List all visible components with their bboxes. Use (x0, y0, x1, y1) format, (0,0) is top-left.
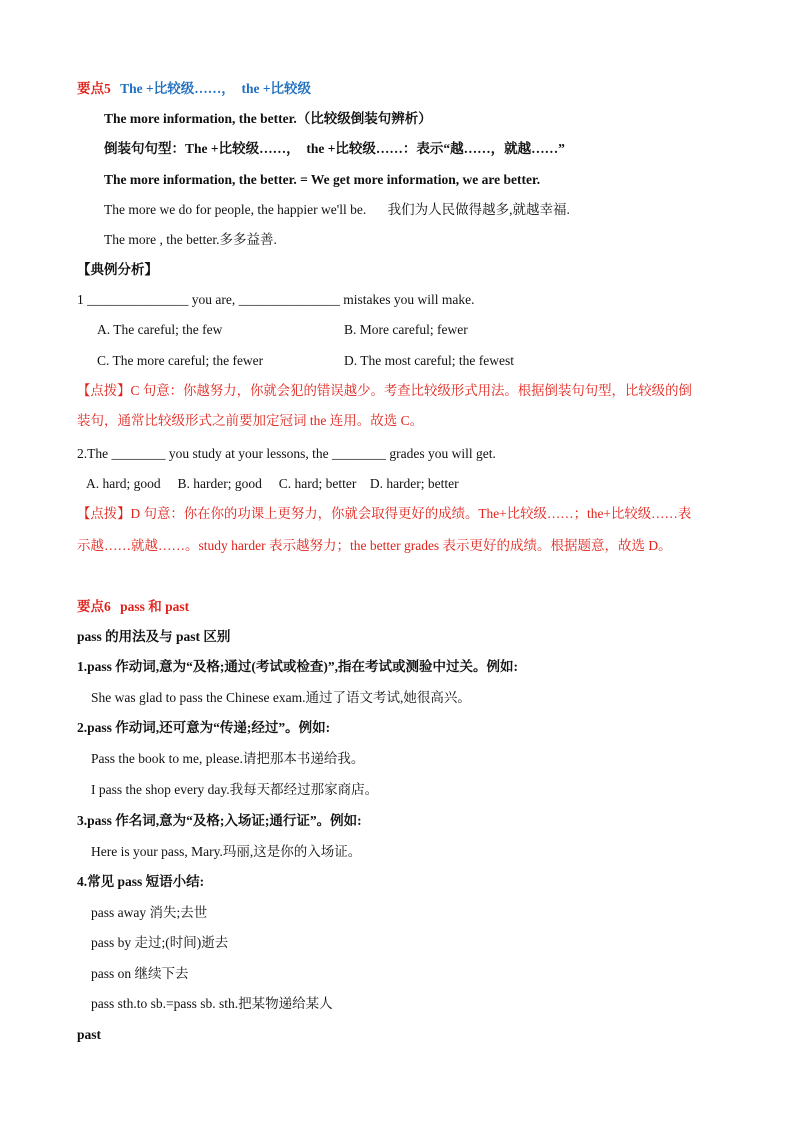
pass-usage-1-heading: 1.pass 作动词,意为“及格;通过(考试或检查)”,指在考试或测验中过关。例如: (77, 659, 518, 674)
section5-example-2: The more , the better.多多益善. (104, 232, 277, 247)
pass-usage-3-heading: 3.pass 作名词,意为“及格;入场证;通行证”。例如: (77, 813, 362, 828)
question-2-hint-line-2: 示越……就越……。study harder 表示越努力；the better grades 表示更好的成绩。根据题意，故选 D。 (77, 538, 672, 553)
question-1-stem: 1 _______________ you are, _______________ mistakes you will make. (77, 292, 475, 307)
question-1-hint-line-1: 【点拨】C 句意：你越努力，你就会犯的错误越少。考查比较级形式用法。根据倒装句句型，比较级的倒 (77, 383, 692, 398)
question-1-option-c: C. The more careful; the fewer (97, 353, 264, 368)
pass-usage-2-heading: 2.pass 作动词,还可意为“传递;经过”。例如: (77, 720, 331, 735)
section6-subtitle: pass 的用法及与 past 区别 (77, 629, 231, 644)
phrase-pass-by: pass by 走过;(时间)逝去 (91, 935, 229, 950)
phrase-pass-away: pass away 消失;去世 (91, 905, 208, 920)
question-2-stem: 2.The ________ you study at your lessons, the ________ grades you will get. (77, 446, 496, 461)
section5-line-1: The more information, the better.（比较级倒装句辨析） (104, 111, 432, 126)
question-2-hint-line-1: 【点拨】D 句意：你在你的功课上更努力，你就会取得更好的成绩。The+比较级……；the+比较级……表 (77, 506, 692, 521)
section5-line-2: 倒装句句型：The +比较级……， the +比较级……：表示“越……，就越……” (104, 141, 565, 156)
pass-usage-2-example-1: Pass the book to me, please.请把那本书递给我。 (91, 751, 365, 766)
section6-heading (77, 598, 189, 616)
phrase-pass-on: pass on 继续下去 (91, 966, 189, 981)
question-1-option-d: D. The most careful; the fewest (344, 353, 514, 368)
question-1-option-a: A. The careful; the few (97, 322, 223, 337)
pass-phrases-heading: 4.常见 pass 短语小结: (77, 874, 205, 889)
phrase-pass-sth-to-sb: pass sth.to sb.=pass sb. sth.把某物递给某人 (91, 996, 333, 1011)
question-1-option-b: B. More careful; fewer (344, 322, 468, 337)
pass-usage-2-example-2: I pass the shop every day.我每天都经过那家商店。 (91, 782, 379, 797)
example-1-chinese: 我们为人民做得越多,就越幸福. (387, 202, 570, 217)
pass-usage-1-example: She was glad to pass the Chinese exam.通过了语文考试,她很高兴。 (91, 690, 471, 705)
pass-usage-3-example: Here is your pass, Mary.玛丽,这是你的入场证。 (91, 844, 362, 859)
example-1-english: The more we do for people, the happier we'll be. (104, 202, 367, 217)
question-2-options: A. hard; good B. harder; good C. hard; better D. harder; better (86, 476, 459, 491)
section5-title: The +比较级……， the +比较级 (120, 81, 312, 96)
section5-line-3: The more information, the better. = We get more information, we are better. (104, 172, 541, 187)
section5-label: 要点5 (77, 81, 111, 96)
section5-example-1 (104, 201, 570, 219)
section6-label: 要点6 (77, 599, 111, 614)
section6-title: pass 和 past (120, 599, 190, 614)
past-heading: past (77, 1027, 102, 1042)
section5-heading (77, 80, 311, 98)
analysis-heading: 【典例分析】 (77, 262, 158, 277)
question-1-hint-line-2: 装句，通常比较级形式之前要加定冠词 the 连用。故选 C。 (77, 413, 424, 428)
